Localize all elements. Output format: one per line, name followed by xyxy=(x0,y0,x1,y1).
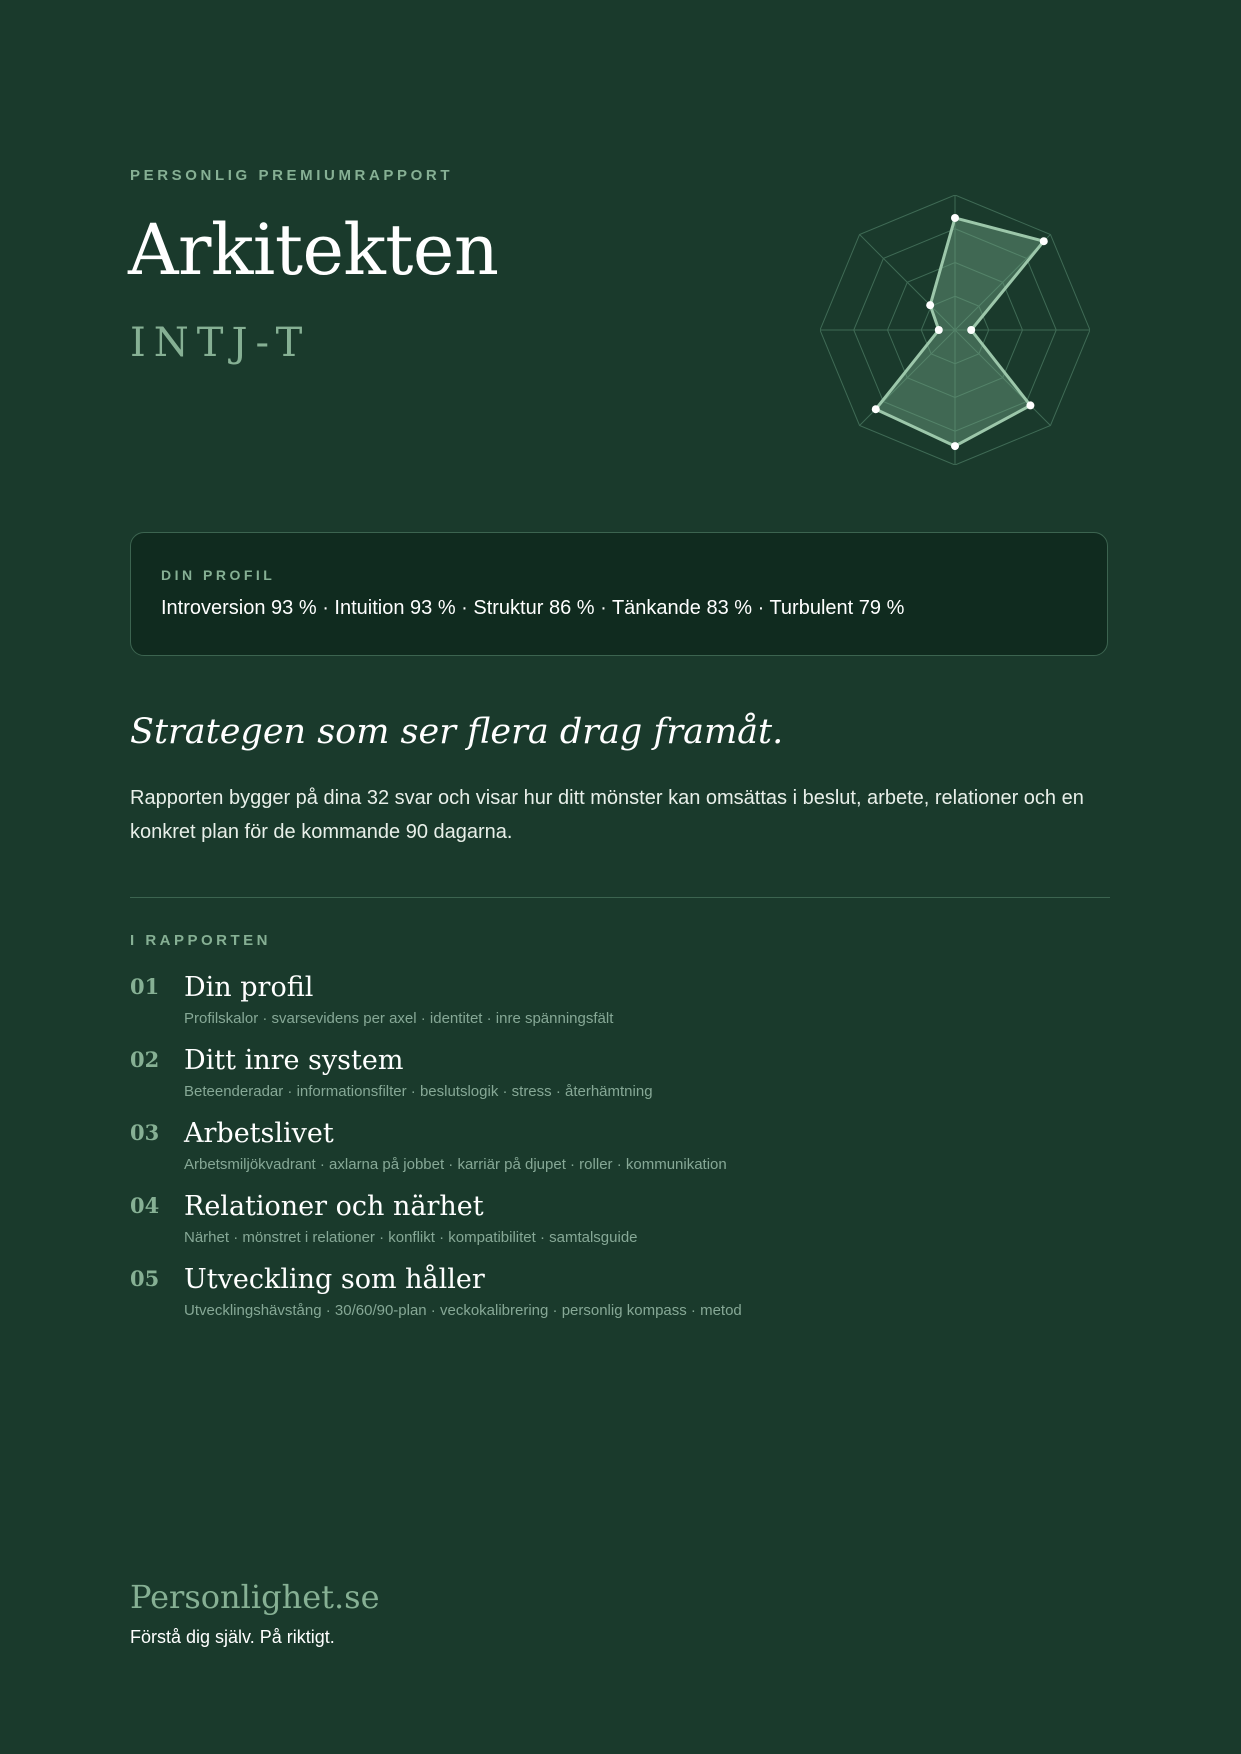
radar-point xyxy=(1026,401,1034,409)
report-eyebrow: PERSONLIG PREMIUMRAPPORT xyxy=(130,167,454,184)
toc-title: Ditt inre system xyxy=(184,1045,404,1076)
profile-box xyxy=(130,532,1108,656)
toc-item-din-profil[interactable] xyxy=(130,972,1090,1045)
divider xyxy=(130,897,1110,898)
radar-point xyxy=(951,214,959,222)
brand-logo: Personlighet.se xyxy=(130,1578,380,1616)
toc-subtitle: Profilskalor · svarsevidens per axel · identitet · inre spänningsfält xyxy=(184,1010,614,1027)
toc-number: 04 xyxy=(130,1193,160,1218)
radar-point xyxy=(935,326,943,334)
profile-label: DIN PROFIL xyxy=(161,567,276,583)
toc-item-utveckling[interactable] xyxy=(130,1264,1090,1337)
toc-number: 02 xyxy=(130,1047,160,1072)
toc-label: I RAPPORTEN xyxy=(130,932,272,949)
toc-title: Relationer och närhet xyxy=(184,1191,484,1222)
toc-number: 03 xyxy=(130,1120,160,1145)
page-title: Arkitekten xyxy=(128,209,499,291)
table-of-contents xyxy=(130,972,1090,1337)
toc-number: 05 xyxy=(130,1266,160,1291)
profile-values: Introversion 93 % · Intuition 93 % · Struktur 86 % · Tänkande 83 % · Turbulent 79 % xyxy=(161,597,905,619)
toc-title: Arbetslivet xyxy=(184,1118,334,1149)
behavior-radar-chart xyxy=(820,195,1090,465)
radar-point xyxy=(926,301,934,309)
toc-subtitle: Beteenderadar · informationsfilter · beslutslogik · stress · återhämtning xyxy=(184,1083,653,1100)
brand-slogan: Förstå dig själv. På riktigt. xyxy=(130,1627,335,1647)
toc-title: Utveckling som håller xyxy=(184,1264,485,1295)
intro-text: Rapporten bygger på dina 32 svar och visar hur ditt mönster kan omsättas i beslut, arbete, relationer och en konkret plan för de kommande 90 dagarna. xyxy=(130,787,1084,843)
toc-subtitle: Närhet · mönstret i relationer · konflikt · kompatibilitet · samtalsguide xyxy=(184,1229,638,1246)
radar-point xyxy=(967,326,975,334)
toc-subtitle: Utvecklingshävstång · 30/60/90-plan · veckokalibrering · personlig kompass · metod xyxy=(184,1302,742,1319)
radar-area xyxy=(876,218,1044,446)
radar-point xyxy=(1040,237,1048,245)
tagline: Strategen som ser flera drag framåt. xyxy=(130,712,784,752)
type-code: INTJ-T xyxy=(130,320,311,366)
toc-subtitle: Arbetsmiljökvadrant · axlarna på jobbet · karriär på djupet · roller · kommunikation xyxy=(184,1156,727,1173)
toc-item-arbetslivet[interactable] xyxy=(130,1118,1090,1191)
radar-point xyxy=(872,405,880,413)
toc-item-ditt-inre-system[interactable] xyxy=(130,1045,1090,1118)
radar-point xyxy=(951,442,959,450)
toc-number: 01 xyxy=(130,974,160,999)
toc-title: Din profil xyxy=(184,972,314,1003)
toc-item-relationer[interactable] xyxy=(130,1191,1090,1264)
